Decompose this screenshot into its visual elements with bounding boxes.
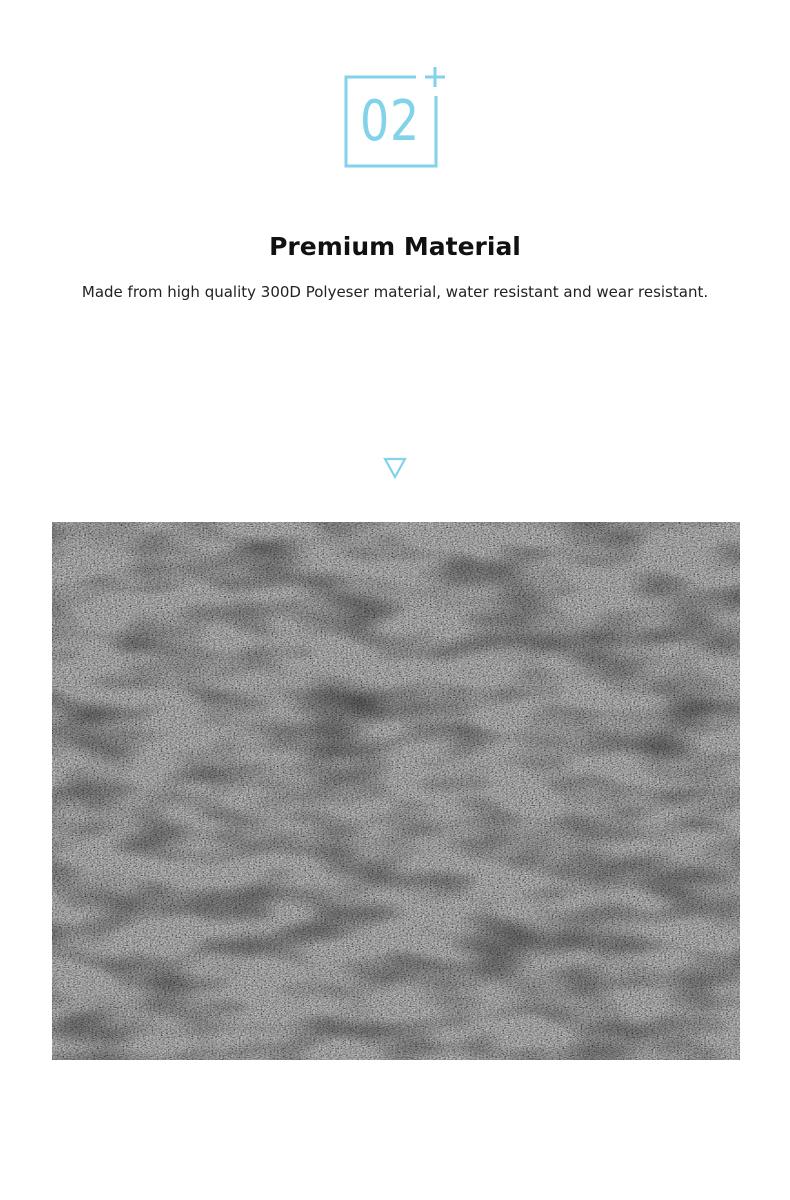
section-title: Premium Material: [269, 232, 521, 261]
fabric-texture-image: [52, 522, 740, 1060]
section-number: 02: [359, 89, 421, 154]
section-description: Made from high quality 300D Polyeser material, water resistant and wear resistant.: [81, 283, 709, 301]
section-number-badge: [344, 66, 448, 170]
triangle-down-icon: [382, 456, 408, 480]
fabric-texture-graphic: [52, 522, 740, 1060]
